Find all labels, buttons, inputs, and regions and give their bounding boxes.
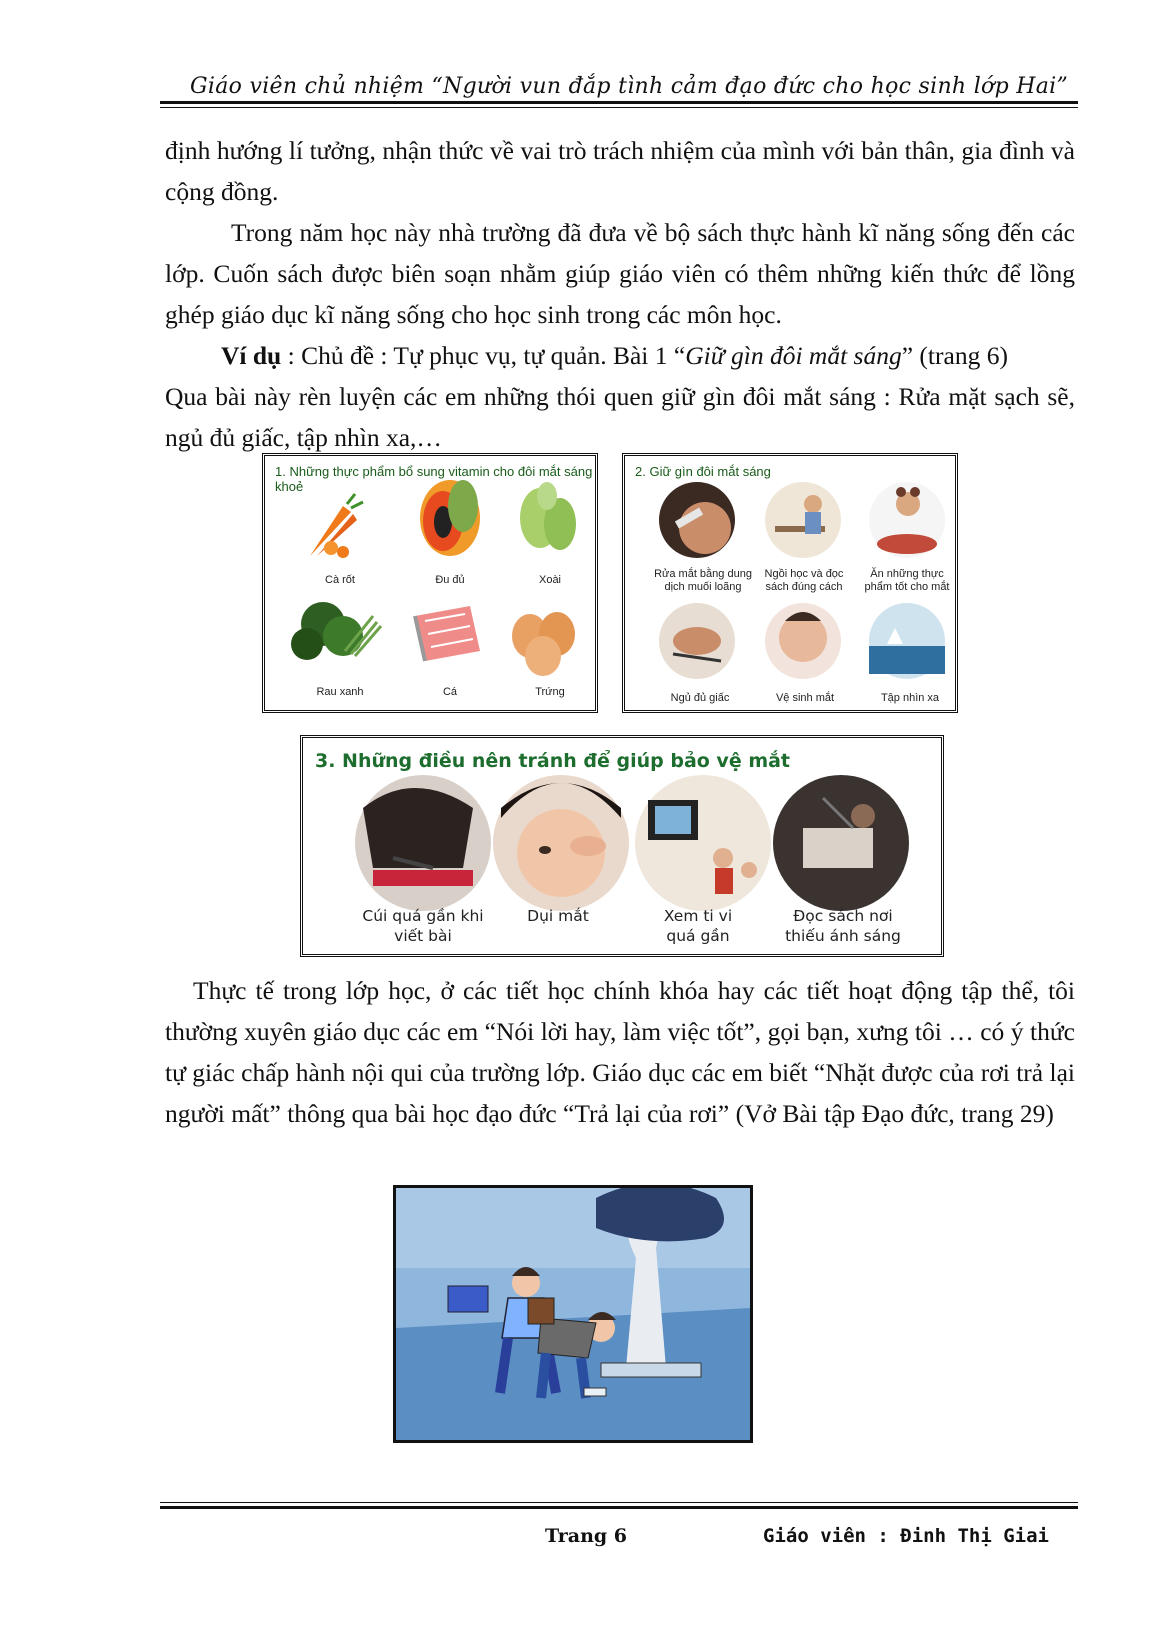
example-text-a: : Chủ đề : Tự phục vụ, tự quản. Bài 1 “ <box>281 341 686 370</box>
header-rule-thick <box>160 101 1078 104</box>
look-far-icon <box>869 603 945 679</box>
eggs-icon <box>512 612 575 676</box>
panel-foods-title: 1. Những thực phẩm bổ sung vitamin cho đôi mắt sáng khoẻ <box>275 464 593 494</box>
eye-hygiene-icon <box>765 603 841 679</box>
header-rule-thin <box>160 107 1078 108</box>
eye-wash-icon <box>659 482 735 558</box>
page-number: Trang 6 <box>545 1525 628 1547</box>
figure-panel-eye-care <box>622 453 958 713</box>
figure-returning-lost-item <box>393 1185 753 1443</box>
avoid-label-1: Cúi quá gần khi viết bài <box>362 907 484 945</box>
close-tv-icon <box>635 775 771 911</box>
paragraph-2: Trong năm học này nhà trường đã đưa về bộ sách thực hành kĩ năng sống đến các lớp. Cuốn sách được biên soạn nhằm giúp giáo viên có thêm những kiến thức để lồng ghép giáo dục kĩ năng sống cho học sinh trong các môn học. <box>165 218 1075 329</box>
page-header-title: Giáo viên chủ nhiệm “Người vun đắp tình cảm đạo đức cho học sinh lớp Hai” <box>190 74 1069 99</box>
panel-eye-care-title: 2. Giữ gìn đôi mắt sáng <box>635 464 771 479</box>
close-writing-icon <box>355 775 491 911</box>
healthy-food-icon <box>869 482 945 558</box>
food-label-3: Xoài <box>538 574 562 586</box>
figure-panel-avoid <box>300 735 944 957</box>
food-label-1: Cà rốt <box>325 574 355 586</box>
rubbing-eyes-icon <box>493 775 629 911</box>
vegetables-icon <box>291 602 381 660</box>
children-picking-up-item-illustration <box>396 1188 750 1440</box>
panel-avoid-title: 3. Những điều nên tránh để giúp bảo vệ mắt <box>315 750 791 772</box>
paragraph-3 <box>165 335 1075 376</box>
food-label-4: Rau xanh <box>316 686 364 698</box>
eye-care-label-2: Ngồi học và đọc sách đúng cách <box>764 568 844 593</box>
eye-care-label-4: Ngủ đủ giấc <box>670 692 730 704</box>
carrot-icon <box>310 494 363 558</box>
fish-icon <box>415 606 480 661</box>
food-label-2: Đu đủ <box>435 574 465 586</box>
food-label-5: Cá <box>442 686 458 698</box>
example-text-b: ” (trang 6) <box>901 341 1008 370</box>
paragraph-5: Thực tế trong lớp học, ở các tiết học chính khóa hay các tiết hoạt động tập thể, tôi thường xuyên giáo dục các em “Nói lời hay, làm việc tốt”, gọi bạn, xưng tôi … có ý thức tự giác chấp hành nội qui của trường lớp. Giáo dục các em biết “Nhặt được của rơi trả lại người mất” thông qua bài học đạo đức “Trả lại của rơi” (Vở Bài tập Đạo đức, trang 29) <box>165 976 1075 1128</box>
teacher-name: Giáo viên : Đinh Thị Giai <box>763 1525 1049 1547</box>
figure-panel-foods <box>262 453 598 713</box>
food-label-6: Trứng <box>535 686 565 698</box>
avoid-label-3: Xem ti vi quá gần <box>663 907 733 945</box>
eye-care-label-5: Vệ sinh mắt <box>775 692 835 704</box>
eye-care-label-6: Tập nhìn xa <box>880 692 940 704</box>
example-label: Ví dụ <box>221 341 282 370</box>
footer-rule-thick <box>160 1506 1078 1509</box>
eye-care-label-1: Rửa mắt bằng dung dịch muối loãng <box>654 568 752 593</box>
mango-icon <box>520 482 576 550</box>
body-text-top <box>165 130 1075 458</box>
sleep-icon <box>659 603 735 679</box>
lesson-title: Giữ gìn đôi mắt sáng <box>685 341 902 370</box>
papaya-icon <box>420 480 480 556</box>
footer-rule-thin <box>160 1502 1078 1503</box>
eye-care-label-3: Ăn những thực phẩm tốt cho mắt <box>864 568 950 593</box>
paragraph-1: định hướng lí tưởng, nhận thức về vai trò trách nhiệm của mình với bản thân, gia đình và cộng đồng. <box>165 136 1075 206</box>
body-text-bottom <box>165 970 1075 1134</box>
avoid-label-2: Dụi mắt <box>527 907 589 925</box>
paragraph-4: Qua bài này rèn luyện các em những thói quen giữ gìn đôi mắt sáng : Rửa mặt sạch sẽ, ngủ đủ giấc, tập nhìn xa,… <box>165 382 1075 452</box>
low-light-reading-icon <box>773 775 909 911</box>
avoid-label-4: Đọc sách nơi thiếu ánh sáng <box>785 907 901 945</box>
reading-posture-icon <box>765 482 841 558</box>
